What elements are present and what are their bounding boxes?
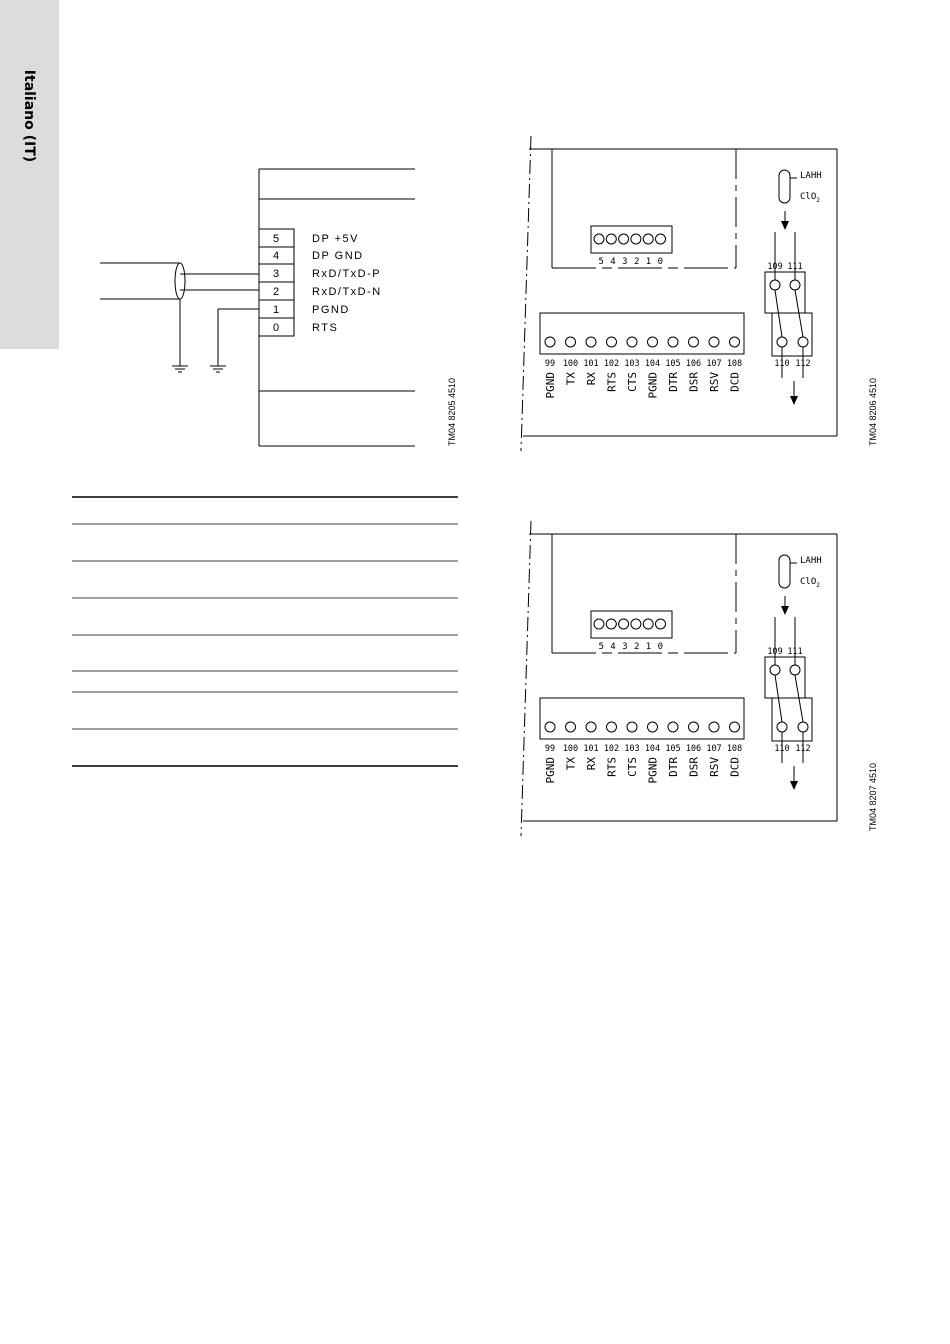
sensor-sublabel: ClO$_2$ xyxy=(800,577,820,589)
terminal-label: RX xyxy=(585,757,598,771)
connector-pin-numbers: 5 4 3 2 1 0 xyxy=(598,642,664,652)
switch-number: 111 xyxy=(787,647,803,657)
terminal-label: TX xyxy=(564,372,578,386)
terminal-number: 99 xyxy=(544,359,556,369)
switch-top-block xyxy=(765,657,805,698)
terminal-number: 4 xyxy=(272,250,280,262)
terminal-number: 104 xyxy=(644,359,661,369)
terminal-number: 5 xyxy=(272,233,280,245)
terminal-number: 106 xyxy=(685,744,702,754)
terminal-label: RSV xyxy=(708,372,721,392)
connector-pin xyxy=(594,619,604,629)
terminal-number: 100 xyxy=(562,744,579,754)
terminal-label: DP +5V xyxy=(312,233,360,245)
terminal-number: 103 xyxy=(624,359,640,369)
switch-contact xyxy=(798,722,808,732)
terminal-number: 105 xyxy=(665,744,681,754)
terminal-screw xyxy=(730,722,740,732)
terminal-label: PGND xyxy=(312,304,350,316)
switch-number: 109 xyxy=(767,262,783,272)
switch-number: 112 xyxy=(795,744,811,754)
terminal-screw xyxy=(545,722,555,732)
terminal-number: 102 xyxy=(603,744,620,754)
terminal-label: RxD/TxD-P xyxy=(312,268,382,280)
connector-pin xyxy=(656,619,666,629)
terminal-label: RxD/TxD-N xyxy=(312,286,382,298)
sensor-sublabel: ClO$_2$ xyxy=(800,192,820,204)
terminal-label: CTS xyxy=(626,757,639,777)
terminal-screw xyxy=(668,722,678,732)
switch-number: 110 xyxy=(774,744,790,754)
terminal-number: 105 xyxy=(665,359,681,369)
terminal-label: DP GND xyxy=(312,250,364,262)
terminal-label: PGND xyxy=(544,372,557,399)
terminal-number: 104 xyxy=(644,744,661,754)
terminal-number: 3 xyxy=(272,268,280,280)
terminal-number: 0 xyxy=(272,322,280,334)
switch-number: 111 xyxy=(787,262,803,272)
terminal-number: 106 xyxy=(685,359,702,369)
terminal-label: PGND xyxy=(646,372,660,399)
terminal-screw xyxy=(586,722,596,732)
terminal-screw xyxy=(709,722,719,732)
terminal-label: RTS xyxy=(312,322,339,334)
connector-pin xyxy=(643,619,653,629)
terminal-strip xyxy=(540,698,744,739)
terminal-label: RX xyxy=(585,372,598,386)
terminal-label: DSR xyxy=(687,757,701,777)
terminal-label: RTS xyxy=(605,372,619,392)
switch-contact xyxy=(790,665,800,675)
terminal-number: 2 xyxy=(272,286,280,298)
connector-pin xyxy=(606,619,616,629)
terminal-label: RTS xyxy=(605,757,619,777)
figure-code: TM04 8207 4510 xyxy=(868,762,878,831)
terminal-label: CTS xyxy=(626,372,639,392)
terminal-number: 108 xyxy=(726,359,743,369)
switch-number: 109 xyxy=(767,647,783,657)
break-line xyxy=(521,521,531,836)
terminal-number: 102 xyxy=(603,359,620,369)
terminal-number: 107 xyxy=(706,744,722,754)
terminal-screw xyxy=(648,722,658,732)
connector-block xyxy=(591,611,672,638)
switch-number: 112 xyxy=(795,359,811,369)
terminal-label: DTR xyxy=(667,757,680,777)
terminal-label: DTR xyxy=(667,372,680,392)
arrow-down-icon xyxy=(790,781,798,790)
switch-number: 110 xyxy=(774,359,790,369)
fig1-code: TM04 8205 4510 xyxy=(447,377,457,446)
terminal-number: 101 xyxy=(583,359,599,369)
switch-contact xyxy=(777,722,787,732)
terminal-label: DCD xyxy=(728,372,742,392)
terminal-screw xyxy=(566,722,576,732)
terminal-label: PGND xyxy=(646,757,660,784)
terminal-label: DCD xyxy=(728,757,742,777)
terminal-number: 100 xyxy=(562,359,579,369)
sensor-label: LAHH xyxy=(800,171,822,181)
terminal-screw xyxy=(689,722,699,732)
terminal-label: PGND xyxy=(544,757,557,784)
switch-bottom-block xyxy=(772,698,812,741)
terminal-label: DSR xyxy=(687,372,701,392)
language-label: Italiano (IT) xyxy=(21,69,37,163)
terminal-number: 99 xyxy=(544,744,556,754)
terminal-screw xyxy=(607,722,617,732)
terminal-number: 107 xyxy=(706,359,722,369)
terminal-number: 101 xyxy=(583,744,599,754)
connector-pin xyxy=(619,619,629,629)
figure-code: TM04 8206 4510 xyxy=(868,377,878,446)
switch-contact xyxy=(770,665,780,675)
terminal-number: 1 xyxy=(272,304,280,316)
connector-pin xyxy=(631,619,641,629)
terminal-number: 108 xyxy=(726,744,743,754)
connector-pin-numbers: 5 4 3 2 1 0 xyxy=(598,257,664,267)
terminal-screw xyxy=(627,722,637,732)
arrow-down-icon xyxy=(781,606,789,615)
terminal-label: RSV xyxy=(708,757,721,777)
sensor-label: LAHH xyxy=(800,556,822,566)
terminal-label: TX xyxy=(564,757,578,771)
level-sensor xyxy=(779,555,790,588)
terminal-number: 103 xyxy=(624,744,640,754)
